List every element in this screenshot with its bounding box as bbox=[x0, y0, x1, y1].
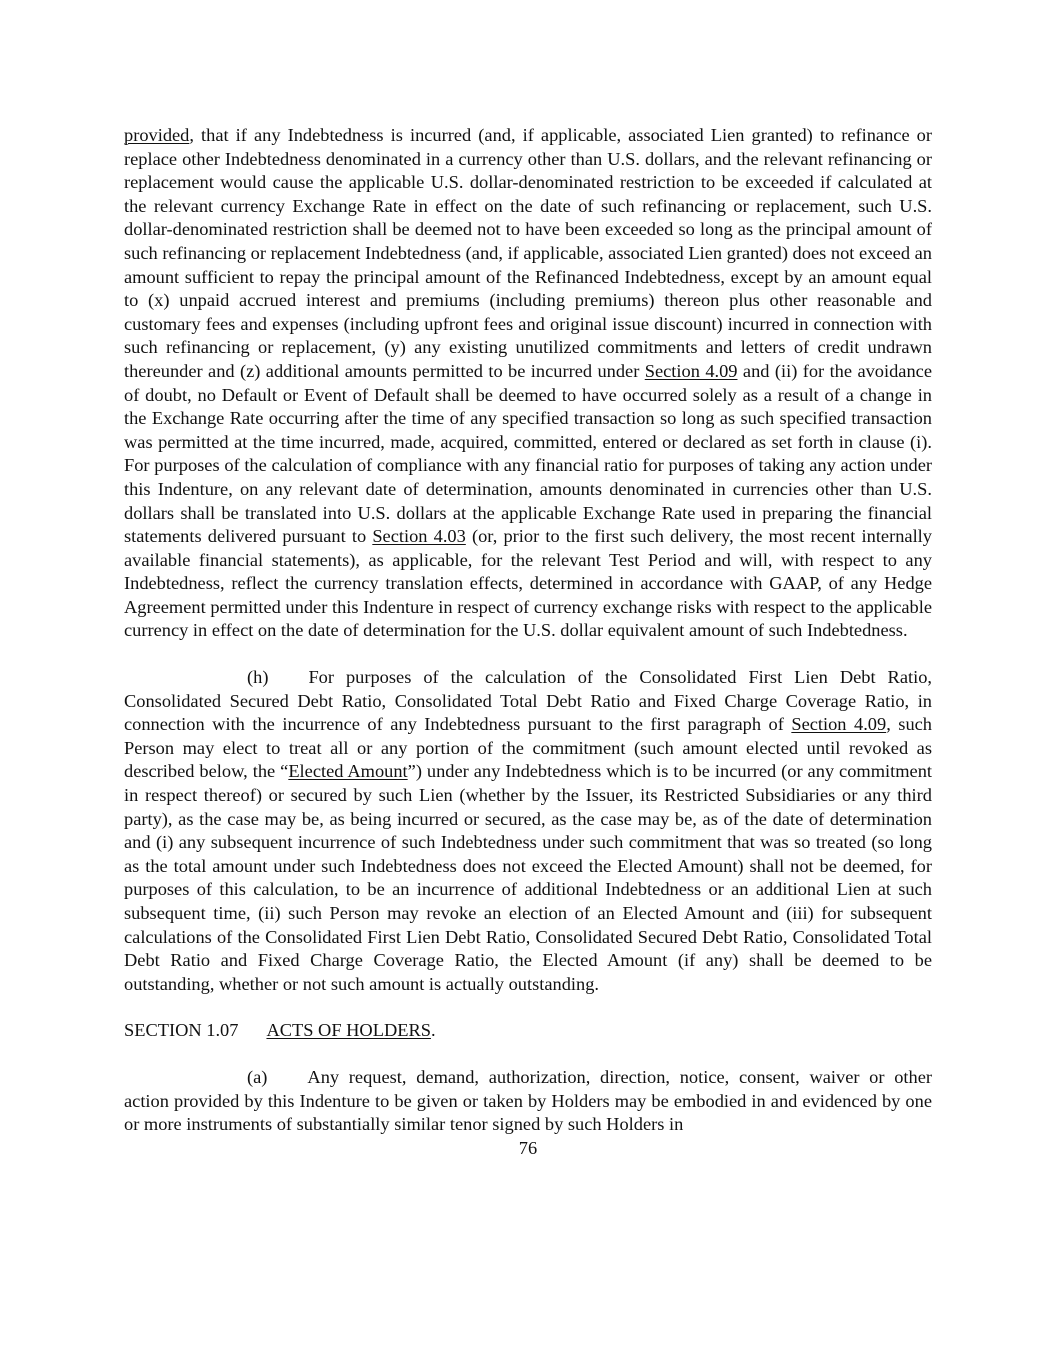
paragraph-exchange-rate bbox=[124, 124, 932, 643]
paragraph-h bbox=[124, 666, 932, 996]
term-provided: provided bbox=[124, 125, 190, 145]
clause-label-a: (a) bbox=[247, 1066, 268, 1087]
paragraph-text: For purposes of the calculation of the Consolidated First Lien Debt Ratio, Consolidated Secured Debt Ratio, Consolidated Total Debt Ratio and Fixed Charge Coverage Ratio, in connection with the incurrence of any Indebtedness pursuant to the first paragraph of bbox=[124, 667, 932, 735]
cross-reference-section-4-09[interactable]: Section 4.09 bbox=[644, 360, 738, 381]
paragraph-text: , that if any Indebtedness is incurred (and, if applicable, associated Lien granted) to refinance or replace other Indebtedness denominated in a currency other than U.S. dollars, and the relevant refinancing or replacement would cause the applicable U.S. dollar-denominated restriction to be exceeded if calculated at the relevant currency Exchange Rate in effect on the date of such refinancing or replacement, such U.S. dollar-denominated restriction shall be deemed not to have been exceeded so long as the principal amount of such refinancing or replacement Indebtedness (and, if applicable, associated Lien granted) does not exceed an amount sufficient to repay the principal amount of the Refinanced Indebtedness, except by an amount equal to (x) unpaid accrued interest and premiums (including premiums) thereon plus other reasonable and customary fees and expenses (including upfront fees and original issue discount) incurred in connection with such refinancing or replacement, (y) any existing unutilized commitments and letters of credit undrawn thereunder and (z) additional amounts permitted to be incurred under bbox=[124, 125, 932, 381]
cross-reference-section-4-09[interactable]: Section 4.09 bbox=[791, 714, 887, 735]
section-title: ACTS OF HOLDERS bbox=[266, 1020, 431, 1041]
paragraph-text: , such Person may elect to treat all or any portion of the commitment (such amount elected until revoked as described below, the “ bbox=[124, 714, 932, 782]
paragraph-a bbox=[124, 1066, 932, 1137]
paragraph-text: (or, prior to the first such delivery, the most recent internally available financial statements), as applicable, for the relevant Test Period and will, with respect to any Indebtedness, reflect the currency translation effects, determined in accordance with GAAP, of any Hedge Agreement permitted under this Indenture in respect of currency exchange risks with respect to the applicable currency in effect on the date of determination for the U.S. dollar equivalent amount of such Indebtedness. bbox=[124, 526, 932, 641]
page-number: 76 bbox=[518, 1137, 538, 1158]
cross-reference-section-4-03[interactable]: Section 4.03 bbox=[372, 526, 466, 547]
paragraph-text: Any request, demand, authorization, direction, notice, consent, waiver or other action provided by this Indenture to be given or taken by Holders may be embodied in and evidenced by one or more instruments of substantially similar tenor signed by such Holders in bbox=[124, 1066, 932, 1135]
section-title-period: . bbox=[430, 1020, 436, 1041]
section-heading bbox=[124, 1019, 932, 1043]
section-number: SECTION 1.07 bbox=[124, 1020, 239, 1041]
paragraph-text: ”) under any Indebtedness which is to be incurred (or any commitment in respect thereof) or secured by such Lien (whether by the Issuer, its Restricted Subsidiaries or any third party), as the case may be, as being incurred or secured, as the case may be, as of the date of determination and (i) any subsequent incurrence of such Indebtedness under such commitment that was so treated (so long as the total amount under such Indebtedness does not exceed the Elected Amount) shall not be deemed, for purposes of this calculation, to be an incurrence of additional Indebtedness or an additional Lien at such subsequent time, (ii) such Person may revoke an election of an Elected Amount and (iii) for subsequent calculations of the Consolidated First Lien Debt Ratio, Consolidated Secured Debt Ratio, Consolidated Total Debt Ratio and Fixed Charge Coverage Ratio, the Elected Amount (if any) shall be deemed to be outstanding, whether or not such amount is actually outstanding. bbox=[124, 761, 932, 994]
clause-label-h: (h) bbox=[247, 667, 269, 688]
document-page bbox=[124, 124, 932, 1160]
paragraph-text: and (ii) for the avoidance of doubt, no Default or Event of Default shall be deemed to have occurred solely as a result of a change in the Exchange Rate occurring after the time of any specified transaction so long as such specified transaction was permitted at the time incurred, made, acquired, committed, entered or declared as set forth in clause (i). For purposes of the calculation of compliance with any financial ratio for purposes of taking any action under this Indenture, on any relevant date of determination, amounts denominated in currencies other than U.S. dollars shall be translated into U.S. dollars at the applicable Exchange Rate used in preparing the financial statements delivered pursuant to bbox=[124, 360, 932, 547]
defined-term-elected-amount: Elected Amount bbox=[288, 761, 408, 782]
